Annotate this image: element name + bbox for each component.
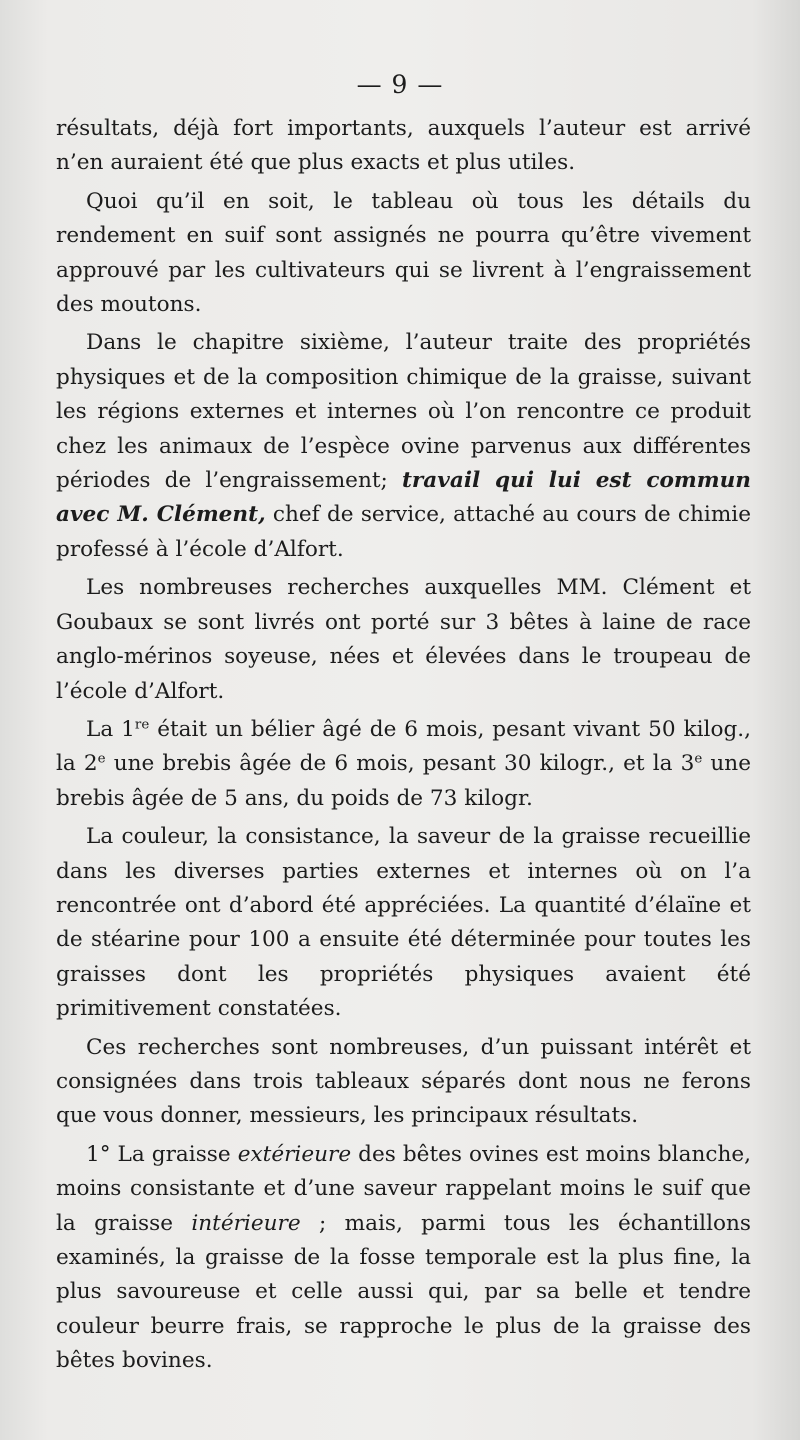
text-run: Quoi qu’il en soit, le tableau où tous les détails du rendement en suif sont assignés ne pourra qu’être vivement approuvé par les cultivateurs qui se livrent à l’engraissement des moutons. [56,188,751,318]
ordinal-superscript: e [694,751,703,767]
paragraph [56,713,751,816]
paragraph [56,326,751,567]
paragraph [56,1138,751,1379]
text-run: chef de service, attaché au cours de chimie professé à l’école d’Alfort. [56,502,751,562]
text-run: La 1 [86,716,135,742]
text-run: résultats, déjà fort importants, auxquels l’auteur est arrivé n’en auraient été que plus exacts et plus utiles. [56,116,751,176]
text-run: des bêtes ovines est moins blanche, moins consistante et d’une saveur rappelant moins le suif que la graisse [56,1141,751,1236]
text-run: Dans le chapitre sixième, l’auteur traite des propriétés physiques et de la composition chimique de la graisse, suivant les régions externes et internes où l’on rencontre ce produit chez les animaux de l’espèce ovine parvenus aux différentes périodes de l’engraissement; [56,330,751,494]
paragraph [56,820,751,1026]
text-run: La couleur, la consistance, la saveur de la graisse recueillie dans les diverses parties externes et internes où on l’a rencontrée ont d’abord été appréciées. La quantité d’élaïne et de stéarine pour 100 a ensuite été déterminée pour toutes les graisses dont les propriétés physiques avaient été primitivement constatées. [56,824,751,1022]
text-run: une brebis âgée de 5 ans, du poids de 73 kilogr. [56,751,751,811]
text-run: Ces recherches sont nombreuses, d’un puissant intérêt et consignées dans trois tableaux séparés dont nous ne ferons que vous donner, messieurs, les principaux résultats. [56,1034,751,1129]
italic-text: intérieure [191,1210,301,1236]
emphasis-text: travail qui lui est commun avec M. Clément, [56,468,751,528]
text-run: était un bélier âgé de 6 mois, pesant vivant 50 kilog., la 2 [56,716,751,777]
text-run: Les nombreuses recherches auxquelles MM. Clément et Goubaux se sont livrés ont porté sur 3 bêtes à laine de race anglo-mérinos soyeuse, nées et élevées dans le troupeau de l’école d’Alfort. [56,575,751,704]
text-run: ; mais, parmi tous les échantillons examinés, la graisse de la fosse temporale est la plus fine, la plus savoureuse et celle aussi qui, par sa belle et tendre couleur beurre frais, se rapproche le plus de la graisse des bêtes bovines. [56,1210,751,1374]
ordinal-superscript: re [134,717,150,733]
italic-text: extérieure [237,1141,352,1167]
paragraph [56,112,751,181]
paragraph [56,571,751,709]
body-text [56,112,751,1379]
text-run: une brebis âgée de 6 mois, pesant 30 kilogr., et la 3 [105,751,695,777]
paragraph [56,1031,751,1134]
page-number: — 9 — [356,70,444,99]
ordinal-superscript: e [97,751,106,767]
paragraph [56,185,751,323]
text-run: 1° La graisse [86,1141,238,1167]
